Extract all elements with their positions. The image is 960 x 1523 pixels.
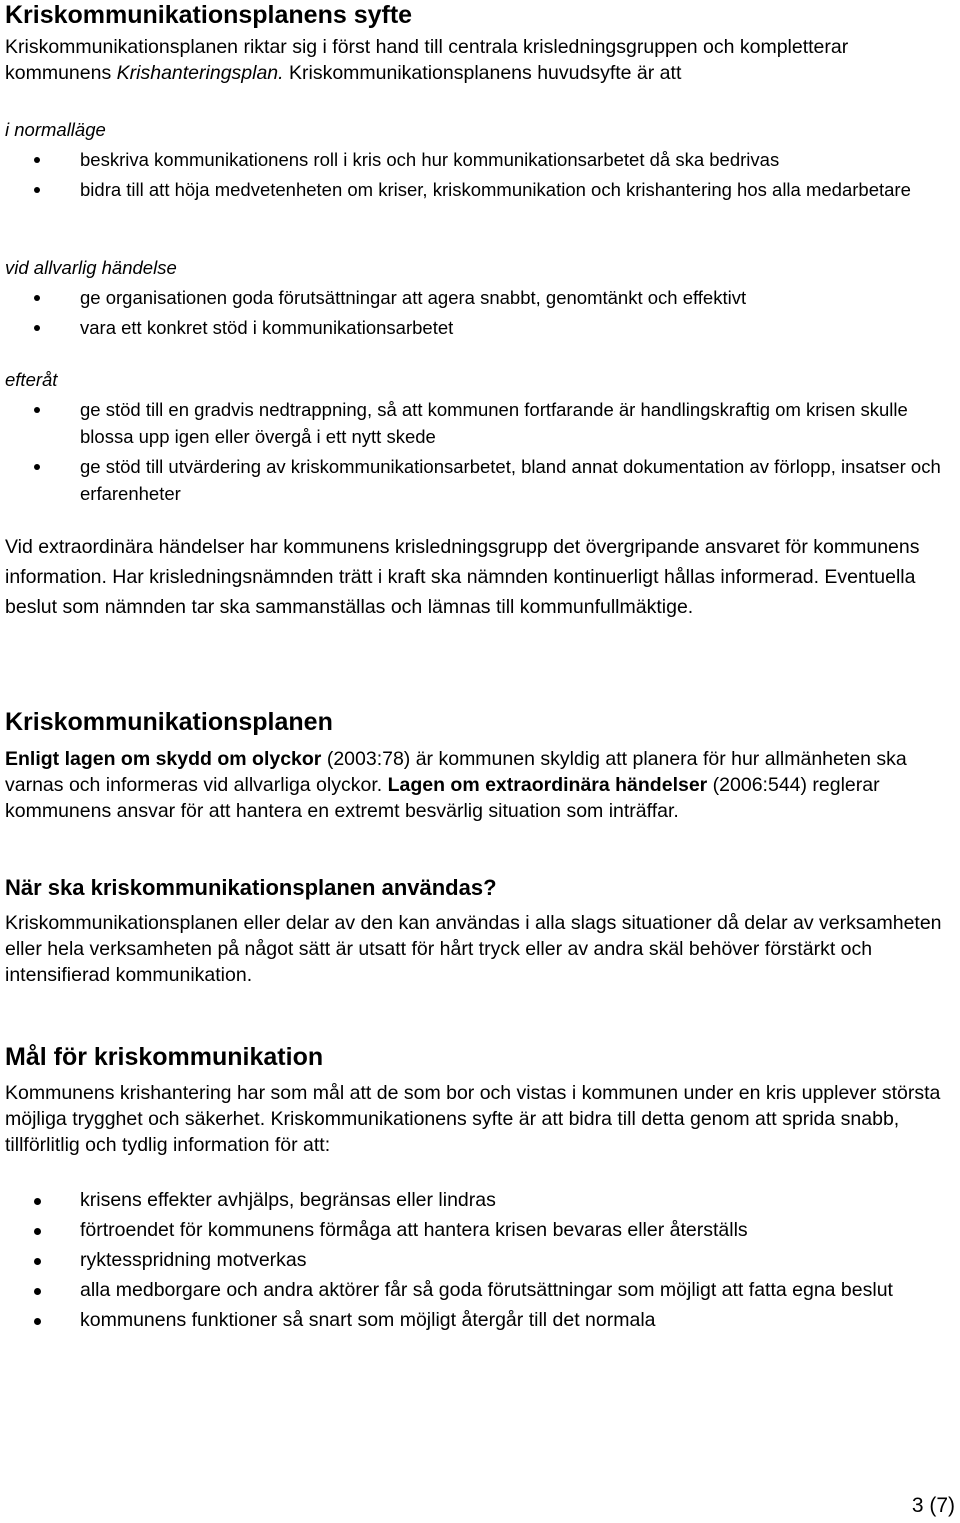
normal-heading: i normalläge [5, 119, 106, 140]
bullet-icon [34, 1318, 41, 1325]
bullet-icon [34, 1228, 41, 1235]
bullet-icon [34, 464, 40, 470]
page-number: 3 (7) [911, 1494, 955, 1517]
after-list [5, 396, 955, 507]
serious-heading: vid allvarlig händelse [5, 257, 177, 278]
goals-body: Kommunens krishantering har som mål att de som bor och vistas i kommunen under en kris upplever största möjliga trygghet och säkerhet. Kriskommunikationens syfte är att bidra till detta genom att sprida snabb, tillförlitlig och tydlig information för att: [5, 1082, 941, 1156]
when-body: Kriskommunikationsplanen eller delar av den kan användas i alla slags situationer då delar av verksamheten eller hela verksamheten på något sätt är utsatt för hårt tryck eller av andra skäl behöver förstärkt och intensifierad kommunikation. [5, 912, 942, 986]
list-item: ryktesspridning motverkas [5, 1247, 955, 1274]
bullet-icon [34, 1258, 41, 1265]
law2-name: Lagen om extraordinära händelser [387, 774, 708, 796]
purpose-intro [5, 34, 955, 86]
bullet-icon [34, 1288, 41, 1295]
list-item: vara ett konkret stöd i kommunikationsarbetet [5, 314, 955, 341]
law1-name: Enligt lagen om skydd om olyckor [5, 748, 322, 770]
list-item: beskriva kommunikationens roll i kris och hur kommunikationsarbetet då ska bedrivas [5, 146, 955, 173]
section-title-when: När ska kriskommunikationsplanen användas? [5, 875, 497, 900]
goals-list [5, 1187, 955, 1334]
purpose-intro-text-b: Kriskommunikationsplanens huvudsyfte är att [283, 62, 682, 84]
bullet-icon [34, 1198, 41, 1205]
bullet-icon [34, 325, 40, 331]
document-page [5, 0, 955, 1523]
list-item: ge organisationen goda förutsättningar att agera snabbt, genomtänkt och effektivt [5, 284, 955, 311]
list-item: ge stöd till utvärdering av kriskommunikationsarbetet, bland annat dokumentation av förlopp, insatser och erfarenheter [5, 453, 955, 507]
plan-law-text: Enligt lagen om skydd om olyckor (2003:78) är kommunen skyldig att planera för hur allmänheten ska varnas och informeras vid allvarliga olyckor. Lagen om extraordinära händelser (2006:544) reglerar kommunens ansvar för att hantera en extremt besvärlig situation som inträffar. [5, 748, 907, 822]
section-title-goals: Mål för kriskommunikation [5, 1043, 324, 1071]
normal-list [5, 146, 955, 203]
section-title-purpose: Kriskommunikationsplanens syfte [5, 1, 413, 29]
list-item: bidra till att höja medvetenheten om kriser, kriskommunikation och krishantering hos alla medarbetare [5, 176, 955, 203]
after-heading: efteråt [5, 369, 58, 390]
list-item: kommunens funktioner så snart som möjligt återgår till det normala [5, 1307, 955, 1334]
purpose-intro-italic: Krishanteringsplan. [116, 62, 284, 84]
bullet-icon [34, 187, 40, 193]
serious-list [5, 284, 955, 341]
list-item: förtroendet för kommunens förmåga att hantera krisen bevaras eller återställs [5, 1217, 955, 1244]
list-item: krisens effekter avhjälps, begränsas eller lindras [5, 1187, 955, 1214]
list-item: alla medborgare och andra aktörer får så goda förutsättningar som möjligt att fatta egna beslut [5, 1277, 955, 1304]
purpose-intro-text-a: Kriskommunikationsplanen riktar sig i först hand till centrala krisledningsgruppen och kompletterar kommunens [5, 36, 849, 84]
bullet-icon [34, 157, 40, 163]
bullet-icon [34, 295, 40, 301]
purpose-closing: Vid extraordinära händelser har kommunens krisledningsgrupp det övergripande ansvaret för kommunens information. Har krisledningsnämnden trätt i kraft ska nämnden kontinuerligt hållas informerad. Eventuella beslut som nämnden tar ska sammanställas och lämnas till kommunfullmäktige. [5, 536, 920, 618]
bullet-icon [34, 407, 40, 413]
section-title-plan: Kriskommunikationsplanen [5, 708, 333, 736]
list-item: ge stöd till en gradvis nedtrappning, så att kommunen fortfarande är handlingskraftig om krisen skulle blossa upp igen eller övergå i ett nytt skede [5, 396, 955, 450]
